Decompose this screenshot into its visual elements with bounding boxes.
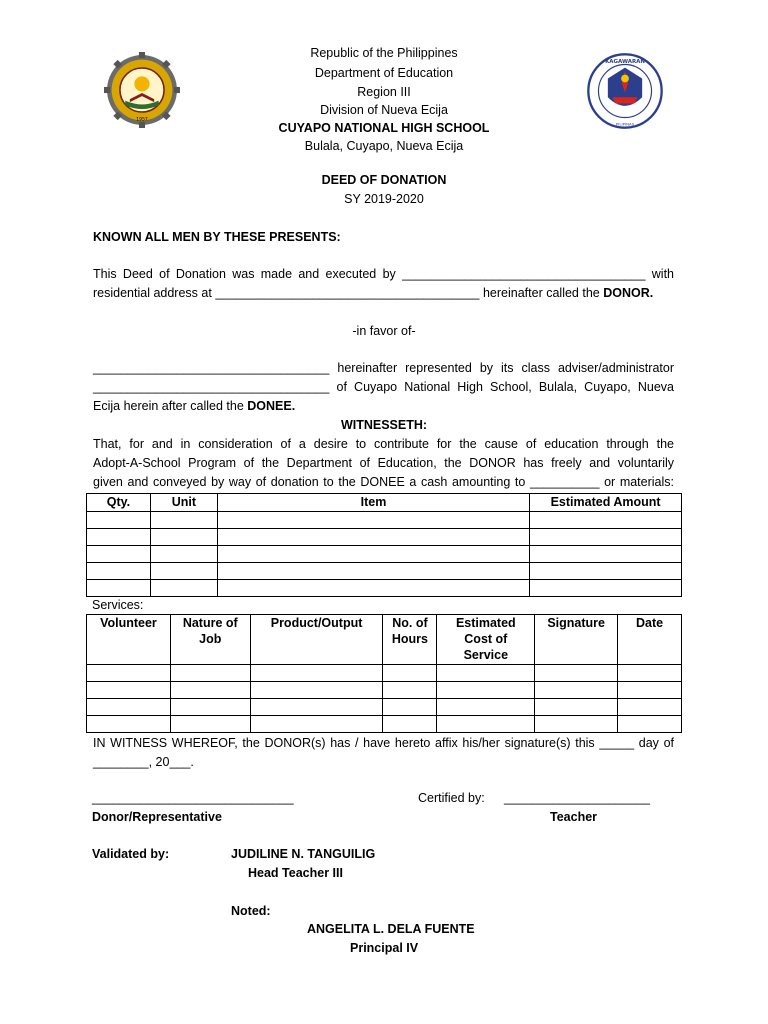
- table-cell[interactable]: [618, 665, 682, 682]
- table-cell[interactable]: [87, 563, 151, 580]
- validated-by-label: Validated by:: [92, 847, 170, 861]
- witness-line1: IN WITNESS WHEREOF, the DONOR(s) has / have hereto affix his/her signature(s) this _____ day of: [93, 736, 674, 750]
- col-item: Item: [217, 494, 529, 512]
- svg-text:PILIPINAS: PILIPINAS: [615, 121, 635, 127]
- table-cell[interactable]: [217, 512, 529, 529]
- col-product-output: Product/Output: [250, 615, 383, 665]
- table-cell[interactable]: [217, 563, 529, 580]
- address-blank[interactable]: ______________________________________: [215, 286, 480, 300]
- col-date: Date: [618, 615, 682, 665]
- para3-line1: That, for and in consideration of a desire to contribute for the cause of education through the: [93, 437, 674, 451]
- teacher-label: Teacher: [550, 810, 598, 824]
- table-cell[interactable]: [618, 682, 682, 699]
- col-volunteer: Volunteer: [87, 615, 171, 665]
- donor-term: DONOR.: [603, 286, 654, 300]
- para1-residential: residential address at: [93, 286, 212, 300]
- table-cell[interactable]: [87, 580, 151, 597]
- para2-text3: Ecija herein after called the: [93, 399, 244, 413]
- table-cell[interactable]: [535, 682, 618, 699]
- table-cell[interactable]: [87, 665, 171, 682]
- table-cell[interactable]: [383, 699, 437, 716]
- validator-name: JUDILINE N. TANGUILIG: [231, 847, 376, 861]
- donor-signature-line[interactable]: _____________________________: [92, 791, 294, 805]
- table-cell[interactable]: [437, 682, 535, 699]
- table-row: [87, 699, 682, 716]
- header-region: Region III: [357, 85, 411, 99]
- table-cell[interactable]: [170, 682, 250, 699]
- table-cell[interactable]: [150, 512, 217, 529]
- table-row: [87, 665, 682, 682]
- header-division: Division of Nueva Ecija: [320, 103, 448, 117]
- table-cell[interactable]: [383, 716, 437, 733]
- header-address: Bulala, Cuyapo, Nueva Ecija: [304, 139, 464, 153]
- adviser-blank[interactable]: __________________________________: [93, 380, 330, 394]
- validator-title: Head Teacher III: [248, 866, 343, 880]
- noted-label: Noted:: [231, 904, 271, 918]
- para2-text1: hereinafter represented by its class adviser/administrator: [337, 361, 674, 375]
- table-cell[interactable]: [383, 682, 437, 699]
- witnesseth-heading: WITNESSETH:: [340, 418, 428, 432]
- header-department: Department of Education: [314, 66, 454, 80]
- table-row: [87, 580, 682, 597]
- para2-line3: [93, 397, 674, 416]
- col-qty: Qty.: [87, 494, 151, 512]
- in-favor-of: -in favor of-: [352, 324, 416, 338]
- para1-text: This Deed of Donation was made and executed by: [93, 267, 396, 281]
- donor-label: Donor/Representative: [92, 810, 222, 824]
- table-row: [87, 716, 682, 733]
- table-cell[interactable]: [217, 529, 529, 546]
- table-cell[interactable]: [437, 716, 535, 733]
- table-cell[interactable]: [383, 665, 437, 682]
- table-row: [87, 682, 682, 699]
- table-cell[interactable]: [250, 716, 383, 733]
- para2-line1: [93, 359, 674, 378]
- table-cell[interactable]: [530, 529, 682, 546]
- table-cell[interactable]: [250, 665, 383, 682]
- col-unit: Unit: [150, 494, 217, 512]
- header-republic: Republic of the Philippines: [310, 46, 458, 60]
- table-cell[interactable]: [530, 563, 682, 580]
- services-label: Services:: [92, 598, 144, 612]
- table-cell[interactable]: [535, 716, 618, 733]
- table-cell[interactable]: [535, 665, 618, 682]
- teacher-signature-line[interactable]: _____________________: [504, 791, 650, 805]
- para1-hereinafter: hereinafter called the: [482, 286, 600, 300]
- header-school: CUYAPO NATIONAL HIGH SCHOOL: [278, 121, 490, 135]
- table-cell[interactable]: [170, 665, 250, 682]
- table-cell[interactable]: [170, 699, 250, 716]
- document-title: DEED OF DONATION: [321, 173, 447, 187]
- table-cell[interactable]: [87, 682, 171, 699]
- table-cell[interactable]: [437, 665, 535, 682]
- col-estimated-amount: Estimated Amount: [530, 494, 682, 512]
- table-cell[interactable]: [618, 699, 682, 716]
- table-cell[interactable]: [618, 716, 682, 733]
- table-cell[interactable]: [87, 512, 151, 529]
- table-cell[interactable]: [250, 699, 383, 716]
- table-cell[interactable]: [87, 716, 171, 733]
- table-row: [87, 512, 682, 529]
- table-cell[interactable]: [217, 580, 529, 597]
- para1-line2: [93, 284, 674, 303]
- col-no-of-hours: No. of Hours: [383, 615, 437, 665]
- table-row: [87, 563, 682, 580]
- materials-table: [86, 493, 682, 597]
- para1-line1: [93, 265, 674, 284]
- table-cell[interactable]: [217, 546, 529, 563]
- para1-with: with: [651, 267, 674, 281]
- table-cell[interactable]: [530, 546, 682, 563]
- principal-name: ANGELITA L. DELA FUENTE: [307, 922, 475, 936]
- para2-line2: [93, 378, 674, 397]
- donor-name-blank[interactable]: ___________________________________: [402, 267, 646, 281]
- table-row: [87, 546, 682, 563]
- donee-term: DONEE.: [247, 399, 296, 413]
- para3-line2: Adopt-A-School Program of the Department of Education, the DONOR has freely and voluntarily: [93, 456, 674, 470]
- seal-year: 1957: [136, 117, 148, 123]
- table-cell[interactable]: [530, 580, 682, 597]
- services-header-row: [87, 615, 682, 665]
- table-cell[interactable]: [437, 699, 535, 716]
- col-estimated-cost: Estimated Cost of Service: [437, 615, 535, 665]
- table-cell[interactable]: [150, 529, 217, 546]
- known-all-men: KNOWN ALL MEN BY THESE PRESENTS:: [93, 230, 341, 244]
- table-cell[interactable]: [535, 699, 618, 716]
- col-nature-of-job: Nature of Job: [170, 615, 250, 665]
- table-cell[interactable]: [87, 546, 151, 563]
- witness-line2: ________, 20___.: [93, 755, 194, 769]
- table-cell[interactable]: [87, 529, 151, 546]
- school-year: SY 2019-2020: [344, 192, 424, 206]
- col-signature: Signature: [535, 615, 618, 665]
- table-cell[interactable]: [170, 716, 250, 733]
- letterhead: [0, 44, 768, 155]
- table-cell[interactable]: [150, 580, 217, 597]
- table-cell[interactable]: [530, 512, 682, 529]
- svg-text:KAGAWARAN: KAGAWARAN: [605, 58, 645, 65]
- services-table: [86, 614, 682, 733]
- table-cell[interactable]: [150, 546, 217, 563]
- para3-line3: given and conveyed by way of donation to the DONEE a cash amounting to __________ or materials:: [93, 475, 674, 489]
- certified-by-label: Certified by:: [418, 791, 485, 805]
- donee-name-blank[interactable]: __________________________________: [93, 361, 330, 375]
- table-cell[interactable]: [87, 699, 171, 716]
- materials-header-row: [87, 494, 682, 512]
- table-cell[interactable]: [250, 682, 383, 699]
- table-cell[interactable]: [150, 563, 217, 580]
- para2-text2: of Cuyapo National High School, Bulala, Cuyapo, Nueva: [336, 380, 674, 394]
- principal-title: Principal IV: [350, 941, 419, 955]
- table-row: [87, 529, 682, 546]
